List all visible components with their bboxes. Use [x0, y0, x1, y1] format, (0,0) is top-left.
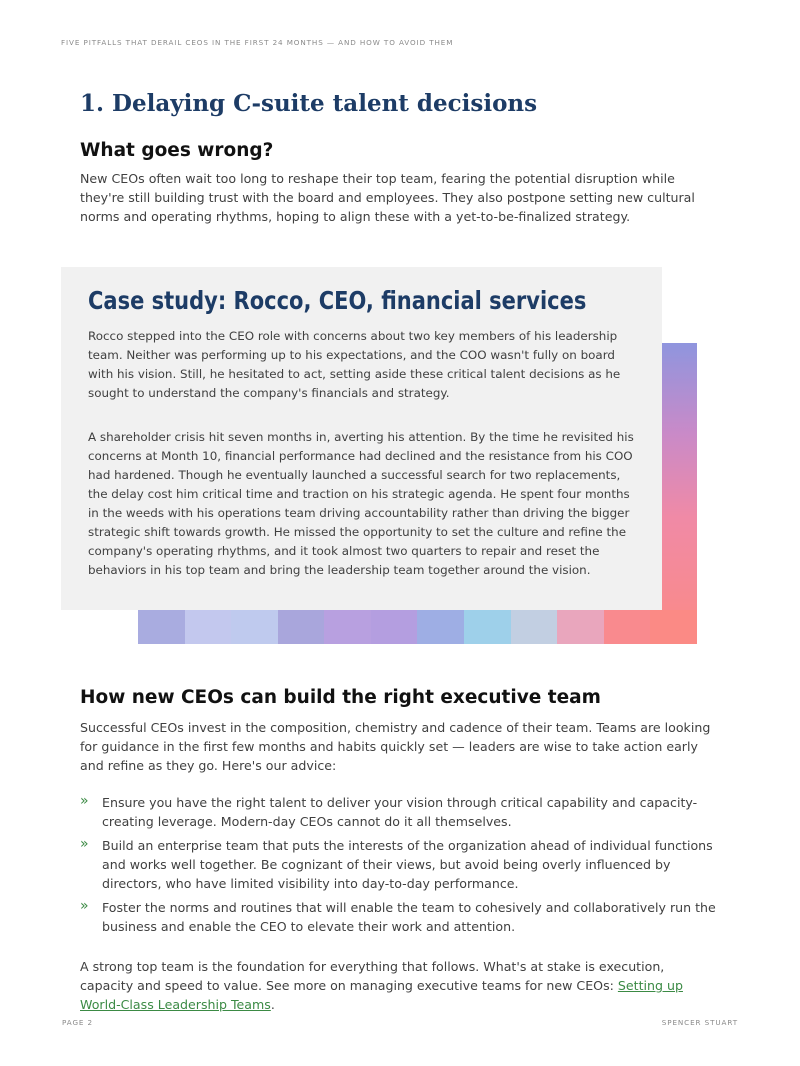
closing-text: A strong top team is the foundation for everything that follows. What's at stake is execution, capacity and speed to value. See more on managing executive teams for new CEOs: [80, 959, 665, 993]
case-study-title: Case study: Rocco, CEO, financial services [88, 286, 587, 315]
closing-period: . [270, 997, 275, 1012]
what-goes-wrong-heading: What goes wrong? [80, 140, 274, 161]
case-study-card [61, 267, 662, 610]
chevron-bullet-icon: » [80, 898, 89, 914]
list-item-text: Ensure you have the right talent to deliver your vision through critical capability and capacity-creating leverage. Modern-day CEOs cannot do it all themselves. [102, 795, 698, 829]
gradient-strip-swatch [231, 610, 278, 644]
gradient-strip-swatch [464, 610, 511, 644]
advice-heading: How new CEOs can build the right executive team [80, 687, 601, 708]
gradient-color-strip [138, 610, 697, 644]
list-item [80, 836, 720, 893]
list-item [80, 793, 720, 831]
gradient-strip-swatch [557, 610, 604, 644]
chevron-bullet-icon: » [80, 836, 89, 852]
gradient-strip-swatch [185, 610, 232, 644]
gradient-strip-swatch [417, 610, 464, 644]
case-study-paragraph-1: Rocco stepped into the CEO role with concerns about two key members of his leadership team. Neither was performing up to his expectations, and the COO wasn't fully on board with his vision. Still, he hesitated to act, setting aside these critical talent decisions as he sought to understand the company's financials and strategy. [88, 329, 621, 400]
gradient-strip-swatch [324, 610, 371, 644]
gradient-strip-swatch [138, 610, 185, 644]
list-item [80, 898, 720, 936]
what-goes-wrong-body: New CEOs often wait too long to reshape their top team, fearing the potential disruption while they're still building trust with the board and employees. They also postpone setting new cultural norms and operating rhythms, hoping to align these with a yet-to-be-finalized strategy. [80, 171, 695, 224]
chevron-bullet-icon: » [80, 793, 89, 809]
closing-paragraph [80, 957, 720, 1014]
running-header: FIVE PITFALLS THAT DERAIL CEOS IN THE FIRST 24 MONTHS — AND HOW TO AVOID THEM [61, 38, 454, 47]
list-item-text: Build an enterprise team that puts the interests of the organization ahead of individual functions and works well together. Be cognizant of their views, but avoid being overly influenced by directors, who have limited visibility into day-to-day performance. [102, 838, 713, 891]
advice-intro: Successful CEOs invest in the composition, chemistry and cadence of their team. Teams are looking for guidance in the first few months and habits quickly set — leaders are wise to take action early and refine as they go. Here's our advice: [80, 720, 711, 773]
brand-footer: SPENCER STUART [661, 1018, 738, 1027]
advice-list [80, 793, 720, 941]
case-study-paragraph-2: A shareholder crisis hit seven months in, averting his attention. By the time he revisited his concerns at Month 10, financial performance had declined and the resistance from his COO had hardened. Though he eventually launched a successful search for two replacements, the delay cost him critical time and traction on his strategic agenda. He spent four months in the weeds with his operations team driving accountability rather than driving the bigger strategic shift towards growth. He missed the opportunity to set the culture and refine the company's operating rhythms, and it took almost two quarters to repair and reset the behaviors in his top team and bring the leadership team together around the vision. [88, 430, 634, 577]
gradient-strip-swatch [278, 610, 325, 644]
section-title: 1. Delaying C-suite talent decisions [80, 90, 538, 117]
leadership-teams-link[interactable]: Setting up World-Class Leadership Teams [80, 978, 683, 1012]
gradient-strip-swatch [371, 610, 418, 644]
page-number: PAGE 2 [62, 1018, 94, 1027]
gradient-strip-swatch [604, 610, 651, 644]
list-item-text: Foster the norms and routines that will enable the team to cohesively and collaboratively run the business and enable the CEO to elevate their work and attention. [102, 900, 716, 934]
gradient-strip-swatch [511, 610, 558, 644]
gradient-strip-swatch [650, 610, 697, 644]
